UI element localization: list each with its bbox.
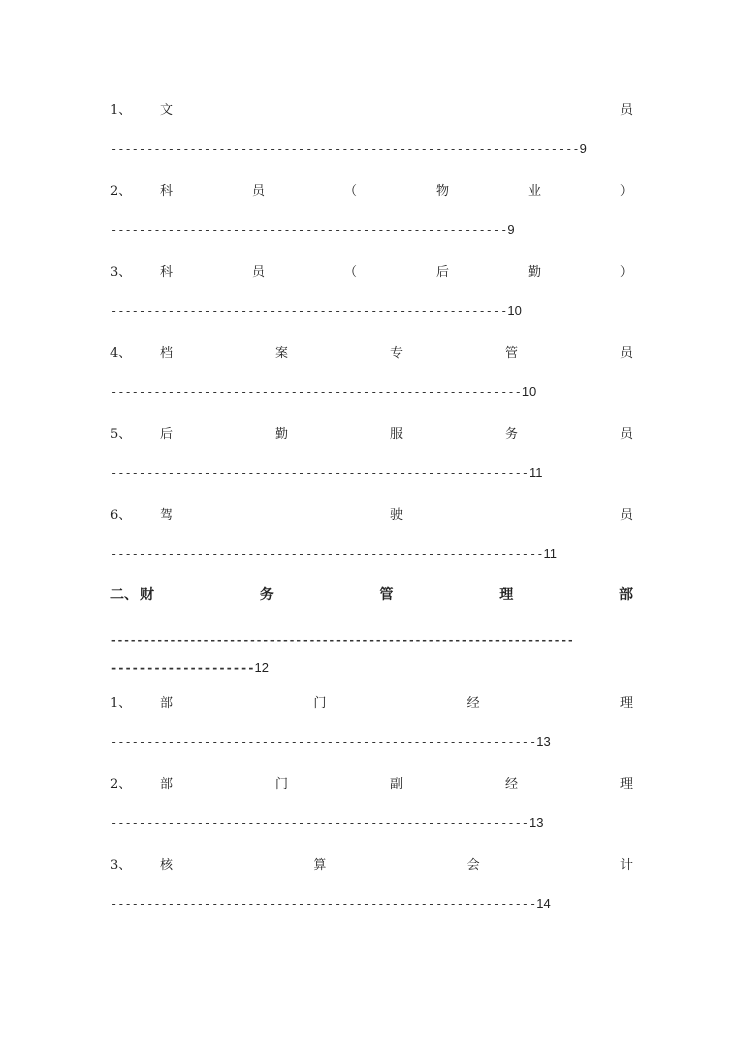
toc-leader [110,202,633,257]
toc-entry-title [110,419,633,445]
toc-char: 后 [160,426,174,442]
toc-char: 驾 [160,507,174,523]
toc-char: 档 [160,345,174,361]
toc-char: 门 [313,695,327,711]
dot-leader: ---------------------------------------------------------- [110,465,530,480]
toc-entry-title [110,338,633,364]
toc-entry-number: 2、 [110,183,132,199]
page-number: 11 [529,465,543,480]
dot-leader: ----------------------------------------------------------------- [110,141,580,156]
toc-entry-title [110,850,633,876]
toc-entry[interactable] [110,500,633,581]
toc-section-entry[interactable] [110,581,633,688]
toc-entry-text [160,99,633,118]
toc-char: 业 [527,183,541,199]
toc-entry-title [110,176,633,202]
toc-entry-text [160,773,633,792]
toc-section-title [110,581,633,607]
toc-char: ） [619,264,633,280]
dot-leader: ------------------------------------------------------- [110,222,508,237]
toc-char: 案 [274,345,288,361]
dot-leader: ---------------------------------------------------------------------- [110,634,574,647]
toc-char: 科 [160,264,174,280]
page-number: 12 [254,660,269,675]
toc-entry[interactable] [110,95,633,176]
toc-char: 算 [313,857,327,873]
toc-entry-number: 1、 [110,695,132,711]
toc-char: 员 [251,183,265,199]
toc-char: 员 [619,426,633,442]
toc-char: ） [619,183,633,199]
dot-leader: --------------------------------------------------------- [110,384,522,399]
dot-leader: ------------------------------------------------------- [110,303,508,318]
toc-char: 后 [435,264,449,280]
toc-char: 财 [140,587,154,603]
toc-leader [110,876,633,931]
toc-entry-number: 3、 [110,264,132,280]
toc-char: 科 [160,183,174,199]
toc-leader [110,526,633,581]
toc-entry-number: 5、 [110,426,132,442]
toc-char: 部 [160,776,174,792]
toc-entry-text [160,180,633,199]
toc-entry-title [110,688,633,714]
toc-char: 计 [619,857,633,873]
toc-char: 会 [466,857,480,873]
page-number: 11 [543,546,557,561]
toc-char: 物 [435,183,449,199]
toc-char: 管 [504,345,518,361]
toc-char: 理 [619,695,633,711]
page-number: 9 [507,222,515,237]
toc-char: 务 [504,426,518,442]
toc-char: 理 [619,776,633,792]
toc-char: 门 [274,776,288,792]
toc-char: 员 [619,102,633,118]
toc-leader [110,364,633,419]
toc-entry-text [160,504,633,523]
page-number: 10 [521,384,537,399]
toc-char: 管 [379,587,394,603]
toc-char: （ [343,183,357,199]
toc-entry[interactable] [110,769,633,850]
dot-leader: ----------------------------------------------------------- [110,896,537,911]
toc-char: 经 [466,695,480,711]
toc-char: 员 [619,345,633,361]
dot-leader: ----------------------------------------------------------- [110,734,537,749]
toc-char: 服 [389,426,403,442]
page-number: 10 [507,303,522,318]
toc-entry-text [160,261,633,280]
toc-entry-title [110,95,633,121]
dot-leader: ------------------------------------------------------------ [110,546,544,561]
toc-entry[interactable] [110,850,633,931]
toc-entry-text [160,342,633,361]
toc-char: 经 [504,776,518,792]
toc-entry-title [110,769,633,795]
toc-char: 务 [259,587,274,603]
toc-entry[interactable] [110,688,633,769]
toc-entry-text [160,854,633,873]
toc-char: 部 [619,587,633,603]
page-number: 14 [536,896,551,911]
page-number: 13 [536,734,551,749]
toc-entry[interactable] [110,338,633,419]
toc-entry[interactable] [110,419,633,500]
toc-char: 理 [499,587,514,603]
toc-leader [110,795,633,850]
toc-entry-number: 6、 [110,507,132,523]
dot-leader: ---------------------------------------------------------- [110,815,530,830]
toc-leader [110,121,633,176]
dot-leader: -------------------- [110,660,255,675]
toc-entry-text [160,423,633,442]
toc-char: 员 [251,264,265,280]
toc-entry-title [110,257,633,283]
toc-leader [110,714,633,769]
table-of-contents [110,95,633,931]
toc-char: 勤 [527,264,541,280]
toc-entry-number: 3、 [110,857,132,873]
toc-char: 文 [160,102,174,118]
toc-entry-number: 2、 [110,776,132,792]
toc-entry-title [110,500,633,526]
toc-char: 员 [619,507,633,523]
toc-char: 驶 [389,507,403,523]
toc-entry-text [160,692,633,711]
toc-char: （ [343,264,357,280]
toc-char: 副 [389,776,403,792]
toc-section-text [140,584,633,604]
toc-leader [110,607,633,647]
toc-char: 专 [389,345,403,361]
toc-entry-number: 1、 [110,102,132,118]
toc-entry[interactable] [110,176,633,257]
toc-leader [110,283,633,338]
toc-entry[interactable] [110,257,633,338]
page-number: 13 [529,815,544,830]
toc-section-number: 二、 [110,587,138,603]
page-number: 9 [579,141,587,156]
toc-char: 核 [160,857,174,873]
toc-char: 勤 [274,426,288,442]
toc-entry-number: 4、 [110,345,132,361]
toc-leader [110,445,633,500]
toc-leader [110,647,633,688]
toc-char: 部 [160,695,174,711]
